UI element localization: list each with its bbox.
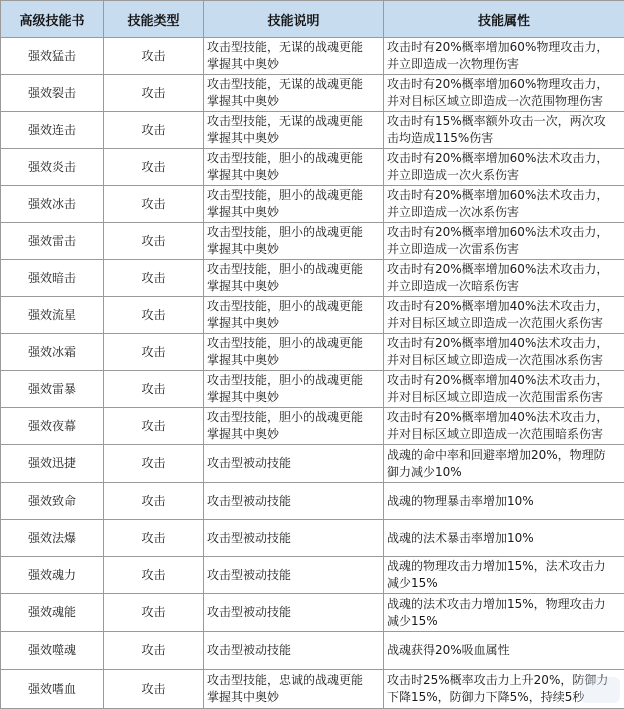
skill-type-cell bbox=[104, 223, 204, 260]
skill-attribute-cell bbox=[384, 112, 624, 149]
header-skill-description: 技能说明 bbox=[204, 1, 384, 38]
table-header-row bbox=[1, 1, 624, 38]
skill-description-cell-text: 攻击型技能，胆小的战魂更能 掌握其中奥妙 bbox=[207, 335, 381, 369]
skill-name-cell-text: 强效暗击 bbox=[1, 270, 103, 287]
skill-description-cell bbox=[204, 186, 384, 223]
skill-attribute-cell-text: 攻击时有20%概率增加60%物理攻击力， 并对目标区域立即造成一次范围物理伤害 bbox=[387, 76, 622, 110]
skill-type-cell-text: 攻击 bbox=[104, 85, 203, 102]
skill-attribute-cell bbox=[384, 408, 624, 445]
skill-name-cell-text: 强效夜幕 bbox=[1, 418, 103, 435]
table-row bbox=[1, 297, 624, 334]
skill-type-cell-text: 攻击 bbox=[104, 159, 203, 176]
skill-description-cell-text: 攻击型技能，无谋的战魂更能 掌握其中奥妙 bbox=[207, 76, 381, 110]
skill-description-cell-text: 攻击型被动技能 bbox=[207, 530, 381, 547]
skill-attribute-cell bbox=[384, 297, 624, 334]
skill-description-cell-text: 攻击型被动技能 bbox=[207, 604, 381, 621]
skill-attribute-cell-text: 战魂获得20%吸血属性 bbox=[387, 642, 622, 659]
skill-type-cell bbox=[104, 594, 204, 632]
skill-name-cell bbox=[1, 38, 104, 75]
skill-name-cell-text: 强效雷击 bbox=[1, 233, 103, 250]
skill-name-cell-text: 强效嗜血 bbox=[1, 681, 103, 698]
table-row bbox=[1, 594, 624, 632]
skill-attribute-cell bbox=[384, 371, 624, 408]
header-skill-attributes: 技能属性 bbox=[384, 1, 624, 38]
skill-attribute-cell bbox=[384, 149, 624, 186]
skill-name-cell bbox=[1, 223, 104, 260]
skill-attribute-cell-text: 战魂的命中率和回避率增加20%，物理防 御力减少10% bbox=[387, 447, 622, 481]
skill-attribute-cell bbox=[384, 38, 624, 75]
table-row bbox=[1, 670, 624, 709]
skill-description-cell-text: 攻击型技能，胆小的战魂更能 掌握其中奥妙 bbox=[207, 150, 381, 184]
table-row bbox=[1, 632, 624, 670]
skill-attribute-cell bbox=[384, 334, 624, 371]
skill-description-cell bbox=[204, 520, 384, 557]
skill-description-cell bbox=[204, 260, 384, 297]
skill-type-cell bbox=[104, 520, 204, 557]
skill-attribute-cell bbox=[384, 520, 624, 557]
skill-name-cell bbox=[1, 445, 104, 483]
skill-name-cell-text: 强效猛击 bbox=[1, 48, 103, 65]
skill-description-cell bbox=[204, 483, 384, 520]
skill-description-cell-text: 攻击型技能，无谋的战魂更能 掌握其中奥妙 bbox=[207, 113, 381, 147]
skill-type-cell-text: 攻击 bbox=[104, 233, 203, 250]
skill-name-cell bbox=[1, 670, 104, 709]
skill-description-cell bbox=[204, 632, 384, 670]
skill-name-cell bbox=[1, 483, 104, 520]
skill-description-cell-text: 攻击型技能，胆小的战魂更能 掌握其中奥妙 bbox=[207, 372, 381, 406]
skill-type-cell bbox=[104, 297, 204, 334]
skill-description-cell bbox=[204, 557, 384, 594]
table-row bbox=[1, 112, 624, 149]
skill-type-cell-text: 攻击 bbox=[104, 307, 203, 324]
skill-type-cell-text: 攻击 bbox=[104, 604, 203, 621]
skill-name-cell-text: 强效雷暴 bbox=[1, 381, 103, 398]
skill-attribute-cell-text: 攻击时有20%概率增加40%法术攻击力， 并对目标区域立即造成一次范围火系伤害 bbox=[387, 298, 622, 332]
table-row bbox=[1, 557, 624, 594]
skill-name-cell-text: 强效致命 bbox=[1, 493, 103, 510]
skill-type-cell-text: 攻击 bbox=[104, 381, 203, 398]
table-row bbox=[1, 38, 624, 75]
skill-type-cell bbox=[104, 112, 204, 149]
skill-type-cell bbox=[104, 186, 204, 223]
skill-name-cell bbox=[1, 186, 104, 223]
skill-type-cell bbox=[104, 149, 204, 186]
skill-type-cell-text: 攻击 bbox=[104, 681, 203, 698]
skill-description-cell bbox=[204, 445, 384, 483]
skill-attribute-cell-text: 攻击时25%概率攻击力上升20%，防御力 下降15%，防御力下降5%，持续5秒 bbox=[387, 672, 622, 706]
skill-description-cell-text: 攻击型技能，胆小的战魂更能 掌握其中奥妙 bbox=[207, 409, 381, 443]
skill-type-cell-text: 攻击 bbox=[104, 530, 203, 547]
skill-type-cell bbox=[104, 371, 204, 408]
skill-type-cell bbox=[104, 38, 204, 75]
skill-type-cell-text: 攻击 bbox=[104, 567, 203, 584]
skill-type-cell bbox=[104, 557, 204, 594]
skill-description-cell-text: 攻击型被动技能 bbox=[207, 567, 381, 584]
skill-name-cell-text: 强效法爆 bbox=[1, 530, 103, 547]
skill-name-cell bbox=[1, 112, 104, 149]
header-skill-book: 高级技能书 bbox=[1, 1, 104, 38]
skill-description-cell bbox=[204, 670, 384, 709]
skill-type-cell bbox=[104, 334, 204, 371]
skill-name-cell-text: 强效裂击 bbox=[1, 85, 103, 102]
skill-description-cell bbox=[204, 297, 384, 334]
skill-attribute-cell-text: 攻击时有20%概率增加40%法术攻击力， 并对目标区域立即造成一次范围雷系伤害 bbox=[387, 372, 622, 406]
table-row bbox=[1, 334, 624, 371]
skill-description-cell-text: 攻击型被动技能 bbox=[207, 493, 381, 510]
skill-type-cell bbox=[104, 632, 204, 670]
skill-attribute-cell-text: 战魂的法术暴击率增加10% bbox=[387, 530, 622, 547]
skill-attribute-cell-text: 攻击时有20%概率增加60%法术攻击力， 并立即造成一次暗系伤害 bbox=[387, 261, 622, 295]
watermark-logo bbox=[580, 677, 620, 703]
skill-attribute-cell-text: 战魂的物理攻击力增加15%，法术攻击力 减少15% bbox=[387, 558, 622, 592]
skill-attribute-cell-text: 战魂的物理暴击率增加10% bbox=[387, 493, 622, 510]
skill-attribute-cell-text: 攻击时有20%概率增加60%物理攻击力， 并立即造成一次物理伤害 bbox=[387, 39, 622, 73]
skill-type-cell bbox=[104, 408, 204, 445]
skill-description-cell-text: 攻击型技能，胆小的战魂更能 掌握其中奥妙 bbox=[207, 298, 381, 332]
skill-description-cell bbox=[204, 149, 384, 186]
skill-description-cell bbox=[204, 334, 384, 371]
skill-name-cell bbox=[1, 260, 104, 297]
skill-type-cell bbox=[104, 75, 204, 112]
skill-description-cell bbox=[204, 594, 384, 632]
skill-name-cell-text: 强效冰霜 bbox=[1, 344, 103, 361]
skill-description-cell-text: 攻击型技能，无谋的战魂更能 掌握其中奥妙 bbox=[207, 39, 381, 73]
table-row bbox=[1, 75, 624, 112]
skill-type-cell-text: 攻击 bbox=[104, 196, 203, 213]
skill-name-cell bbox=[1, 371, 104, 408]
skill-name-cell bbox=[1, 408, 104, 445]
skill-name-cell-text: 强效炎击 bbox=[1, 159, 103, 176]
skill-attribute-cell bbox=[384, 75, 624, 112]
skill-attribute-cell-text: 攻击时有20%概率增加60%法术攻击力， 并立即造成一次冰系伤害 bbox=[387, 187, 622, 221]
skill-attribute-cell-text: 攻击时有20%概率增加40%法术攻击力， 并对目标区域立即造成一次范围冰系伤害 bbox=[387, 335, 622, 369]
skill-type-cell bbox=[104, 670, 204, 709]
skill-description-cell bbox=[204, 38, 384, 75]
table-row bbox=[1, 520, 624, 557]
skill-description-cell bbox=[204, 371, 384, 408]
skill-attribute-cell bbox=[384, 223, 624, 260]
skill-attribute-cell bbox=[384, 594, 624, 632]
skill-type-cell-text: 攻击 bbox=[104, 48, 203, 65]
skill-name-cell bbox=[1, 632, 104, 670]
skill-attribute-cell-text: 攻击时有15%概率额外攻击一次，两次攻 击均造成115%伤害 bbox=[387, 113, 622, 147]
skill-attribute-cell-text: 攻击时有20%概率增加40%法术攻击力， 并对目标区域立即造成一次范围暗系伤害 bbox=[387, 409, 622, 443]
table-row bbox=[1, 371, 624, 408]
skill-attribute-cell-text: 攻击时有20%概率增加60%法术攻击力， 并立即造成一次雷系伤害 bbox=[387, 224, 622, 258]
skill-name-cell bbox=[1, 297, 104, 334]
skill-name-cell bbox=[1, 557, 104, 594]
skill-attribute-cell bbox=[384, 557, 624, 594]
skill-description-cell bbox=[204, 408, 384, 445]
skill-attribute-cell bbox=[384, 483, 624, 520]
skill-type-cell-text: 攻击 bbox=[104, 493, 203, 510]
skill-description-cell bbox=[204, 75, 384, 112]
table-row bbox=[1, 445, 624, 483]
skill-description-cell bbox=[204, 223, 384, 260]
skill-name-cell bbox=[1, 75, 104, 112]
skill-type-cell-text: 攻击 bbox=[104, 418, 203, 435]
skill-name-cell-text: 强效冰击 bbox=[1, 196, 103, 213]
skill-type-cell bbox=[104, 260, 204, 297]
skill-attribute-cell bbox=[384, 445, 624, 483]
skill-type-cell-text: 攻击 bbox=[104, 455, 203, 472]
skill-name-cell bbox=[1, 149, 104, 186]
skill-name-cell bbox=[1, 520, 104, 557]
skill-attribute-cell-text: 战魂的法术攻击力增加15%，物理攻击力 减少15% bbox=[387, 596, 622, 630]
skill-name-cell bbox=[1, 594, 104, 632]
table-row bbox=[1, 408, 624, 445]
skill-type-cell bbox=[104, 445, 204, 483]
table-row bbox=[1, 223, 624, 260]
skill-name-cell-text: 强效连击 bbox=[1, 122, 103, 139]
skill-attribute-cell bbox=[384, 186, 624, 223]
table-row bbox=[1, 186, 624, 223]
skill-description-cell-text: 攻击型技能，胆小的战魂更能 掌握其中奥妙 bbox=[207, 261, 381, 295]
skill-description-cell bbox=[204, 112, 384, 149]
skill-name-cell-text: 强效噬魂 bbox=[1, 642, 103, 659]
table-row bbox=[1, 260, 624, 297]
table-row bbox=[1, 149, 624, 186]
skill-attribute-cell-text: 攻击时有20%概率增加60%法术攻击力， 并立即造成一次火系伤害 bbox=[387, 150, 622, 184]
skill-type-cell-text: 攻击 bbox=[104, 270, 203, 287]
skill-description-cell-text: 攻击型技能，胆小的战魂更能 掌握其中奥妙 bbox=[207, 187, 381, 221]
skill-type-cell bbox=[104, 483, 204, 520]
skill-description-cell-text: 攻击型技能，胆小的战魂更能 掌握其中奥妙 bbox=[207, 224, 381, 258]
skill-description-cell-text: 攻击型被动技能 bbox=[207, 642, 381, 659]
skill-description-cell-text: 攻击型技能，忠诚的战魂更能 掌握其中奥妙 bbox=[207, 672, 381, 706]
skill-name-cell-text: 强效迅捷 bbox=[1, 455, 103, 472]
skill-type-cell-text: 攻击 bbox=[104, 344, 203, 361]
skill-name-cell bbox=[1, 334, 104, 371]
table-row bbox=[1, 483, 624, 520]
header-skill-type: 技能类型 bbox=[104, 1, 204, 38]
skill-type-cell-text: 攻击 bbox=[104, 122, 203, 139]
skill-name-cell-text: 强效流星 bbox=[1, 307, 103, 324]
skill-attribute-cell bbox=[384, 260, 624, 297]
skill-name-cell-text: 强效魂能 bbox=[1, 604, 103, 621]
skill-description-cell-text: 攻击型被动技能 bbox=[207, 455, 381, 472]
skill-attribute-cell bbox=[384, 632, 624, 670]
skill-name-cell-text: 强效魂力 bbox=[1, 567, 103, 584]
skill-type-cell-text: 攻击 bbox=[104, 642, 203, 659]
